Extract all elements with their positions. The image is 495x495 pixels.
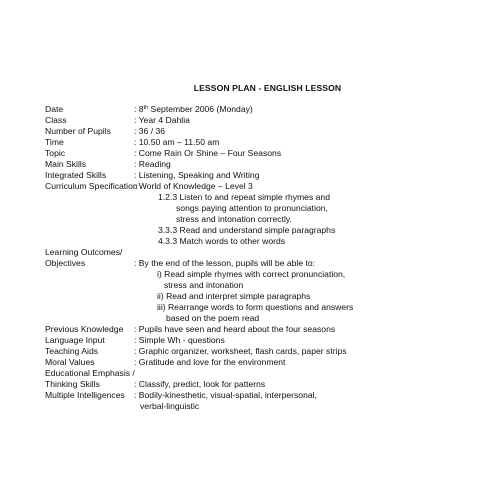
value-curriculum: : World of Knowledge – Level 3: [134, 181, 253, 191]
objective-item: stress and intonation: [164, 280, 244, 290]
label-language-input: Language Input: [45, 335, 105, 345]
value-teaching-aids: : Graphic organizer, worksheet, flash cards, paper strips: [134, 346, 347, 356]
page-title: [0, 83, 495, 93]
label-date: Date: [45, 104, 64, 114]
label-multiple-intelligences: Multiple Intelligences: [45, 390, 125, 400]
label-moral-values: Moral Values: [45, 357, 95, 367]
objective-item: iii) Rearrange words to form questions and answers: [157, 302, 354, 312]
label-learning-outcomes: Learning Outcomes/: [45, 247, 123, 257]
value-thinking-skills: : Classify, predict, look for patterns: [134, 379, 266, 389]
objective-item: i) Read simple rhymes with correct pronunciation,: [157, 269, 346, 279]
value-class: : Year 4 Dahlia: [134, 115, 190, 125]
value-multiple-intelligences-cont: verbal-linguistic: [140, 401, 200, 411]
curriculum-item: stress and intonation correctly.: [176, 214, 292, 224]
value-multiple-intelligences: : Bodily-kinesthetic, visual-spatial, interpersonal,: [134, 390, 317, 400]
value-date-suffix: th: [143, 105, 149, 111]
value-date: [134, 104, 253, 114]
label-topic: Topic: [45, 148, 66, 158]
label-objectives: Objectives: [45, 258, 86, 268]
value-date-day: : 8: [134, 104, 144, 114]
label-class: Class: [45, 115, 67, 125]
label-teaching-aids: Teaching Aids: [45, 346, 99, 356]
label-pupils: Number of Pupils: [45, 126, 111, 136]
label-curriculum: Curriculum Specification: [45, 181, 138, 191]
value-time: : 10.50 am – 11.50 am: [134, 137, 220, 147]
label-integrated-skills: Integrated Skills: [45, 170, 107, 180]
curriculum-item: 4.3.3 Match words to other words: [158, 236, 286, 246]
value-objectives-intro: : By the end of the lesson, pupils will be able to:: [134, 258, 316, 268]
label-thinking-skills: Thinking Skills: [45, 379, 100, 389]
value-previous-knowledge: : Pupils have seen and heard about the four seasons: [134, 324, 336, 334]
value-integrated-skills: : Listening, Speaking and Writing: [134, 170, 260, 180]
objective-item: based on the poem read: [166, 313, 260, 323]
value-main-skills: : Reading: [134, 159, 171, 169]
value-pupils: : 36 / 36: [134, 126, 166, 136]
value-language-input: : Simple Wh - questions: [134, 335, 225, 345]
curriculum-item: 3.3.3 Read and understand simple paragraphs: [158, 225, 336, 235]
value-topic: : Come Rain Or Shine – Four Seasons: [134, 148, 282, 158]
label-previous-knowledge: Previous Knowledge: [45, 324, 124, 334]
curriculum-item: songs paying attention to pronunciation,: [176, 203, 328, 213]
title-text: LESSON PLAN - ENGLISH LESSON: [193, 83, 342, 93]
value-date-rest: September 2006 (Monday): [148, 104, 253, 114]
label-main-skills: Main Skills: [45, 159, 87, 169]
objective-item: ii) Read and interpret simple paragraphs: [157, 291, 311, 301]
label-educational-emphasis: Educational Emphasis /: [45, 368, 135, 378]
value-moral-values: : Gratitude and love for the environment: [134, 357, 286, 367]
label-time: Time: [45, 137, 64, 147]
curriculum-item: 1.2.3 Listen to and repeat simple rhymes and: [158, 192, 330, 202]
